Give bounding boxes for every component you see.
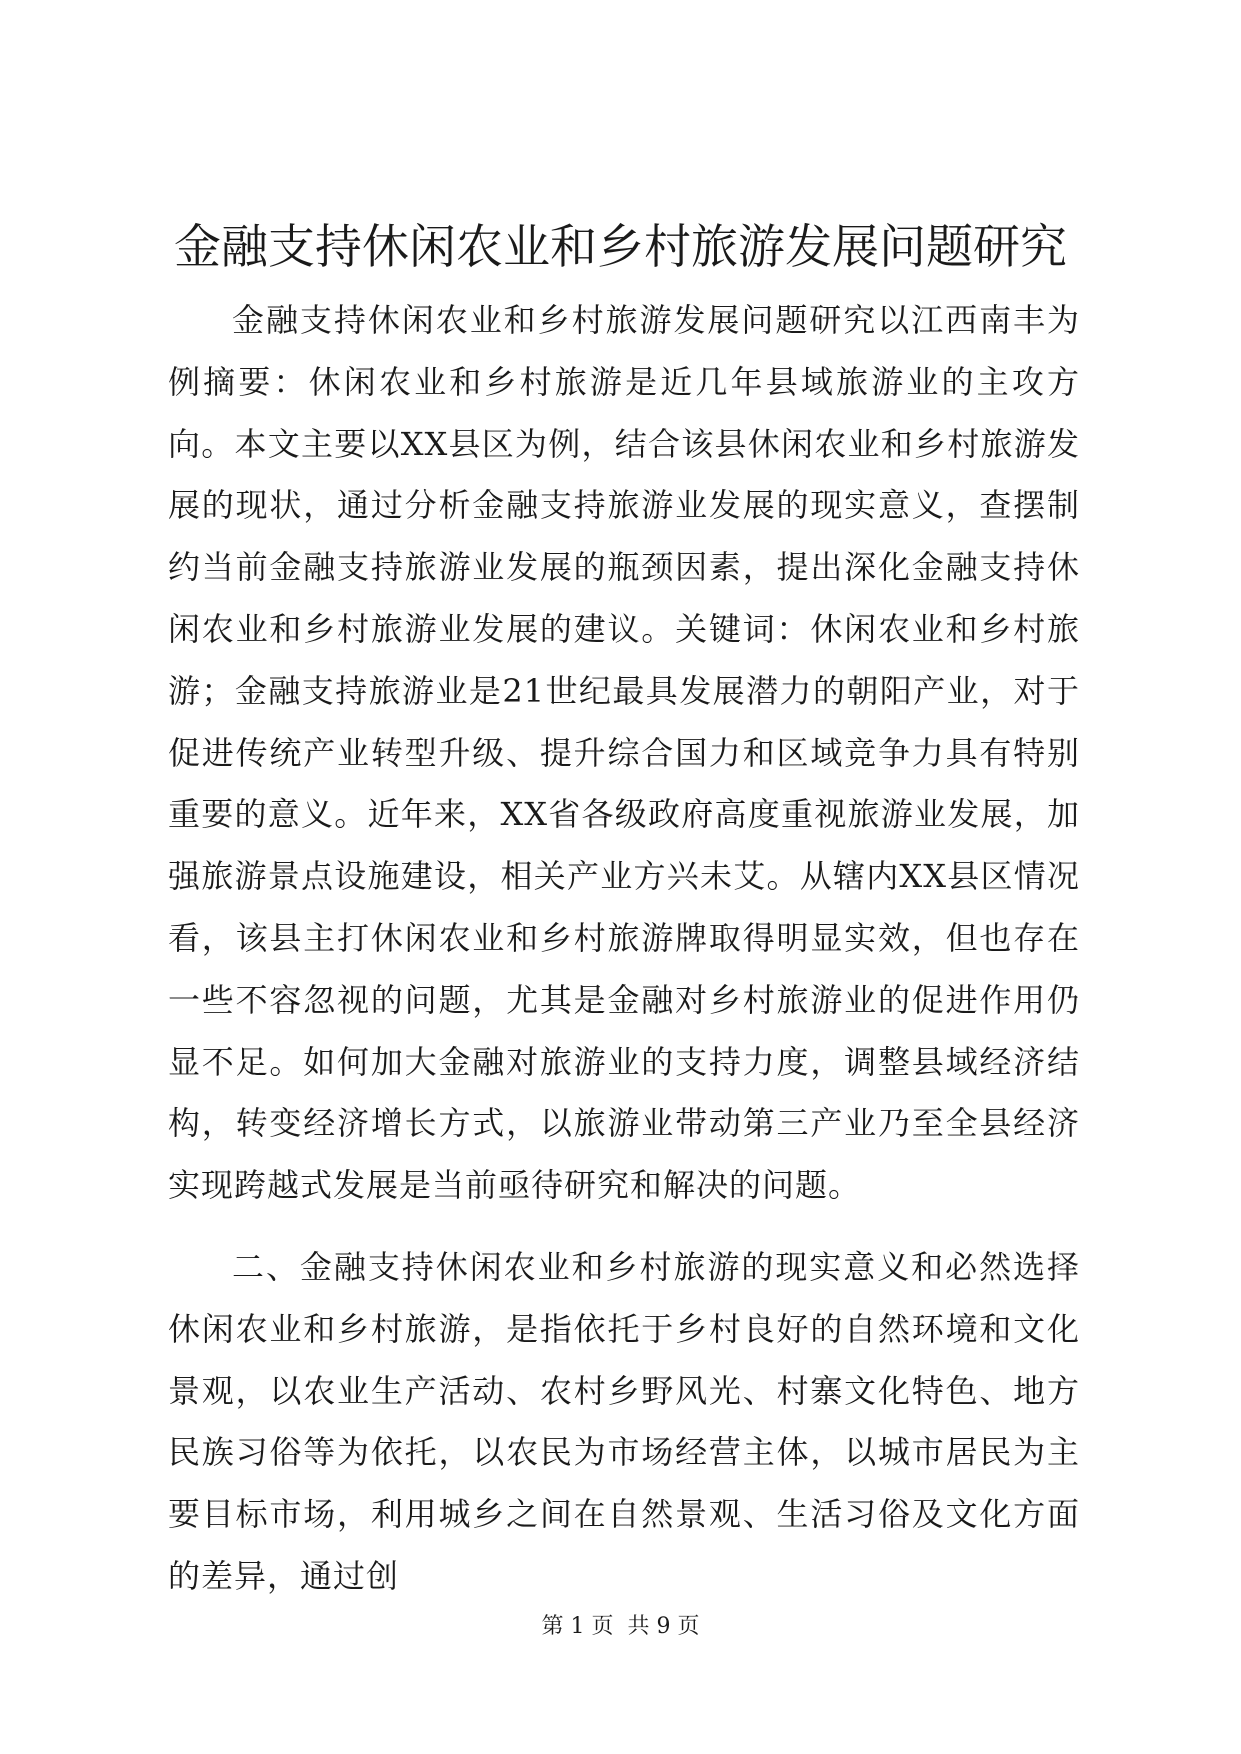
- body-paragraph-1: 金融支持休闲农业和乡村旅游发展问题研究以江西南丰为例摘要：休闲农业和乡村旅游是近几年县域旅游业的主攻方向。本文主要以XX县区为例，结合该县休闲农业和乡村旅游发展的现状，通过分析金融支持旅游业发展的现实意义，查摆制约当前金融支持旅游业发展的瓶颈因素，提出深化金融支持休闲农业和乡村旅游业发展的建议。关键词：休闲农业和乡村旅游；金融支持旅游业是21世纪最具发展潜力的朝阳产业，对于促进传统产业转型升级、提升综合国力和区域竞争力具有特别重要的意义。近年来，XX省各级政府高度重视旅游业发展，加强旅游景点设施建设，相关产业方兴未艾。从辖内XX县区情况看，该县主打休闲农业和乡村旅游牌取得明显实效，但也存在一些不容忽视的问题，尤其是金融对乡村旅游业的促进作用仍显不足。如何加大金融对旅游业的支持力度，调整县域经济结构，转变经济增长方式，以旅游业带动第三产业乃至全县经济实现跨越式发展是当前亟待研究和解决的问题。: [168, 301, 1080, 1205]
- document-title: 金融支持休闲农业和乡村旅游发展问题研究: [174, 220, 1067, 275]
- page-number-label: 第 1 页 共 9 页: [541, 1614, 700, 1639]
- page-footer: [0, 1612, 1241, 1642]
- body-paragraph-2: 二、金融支持休闲农业和乡村旅游的现实意义和必然选择休闲农业和乡村旅游，是指依托于乡村良好的自然环境和文化景观，以农业生产活动、农村乡野风光、村寨文化特色、地方民族习俗等为依托，以农民为市场经营主体，以城市居民为主要目标市场，利用城乡之间在自然景观、生活习俗及文化方面的差异，通过创: [168, 1247, 1080, 1595]
- document-body: [168, 290, 1080, 1608]
